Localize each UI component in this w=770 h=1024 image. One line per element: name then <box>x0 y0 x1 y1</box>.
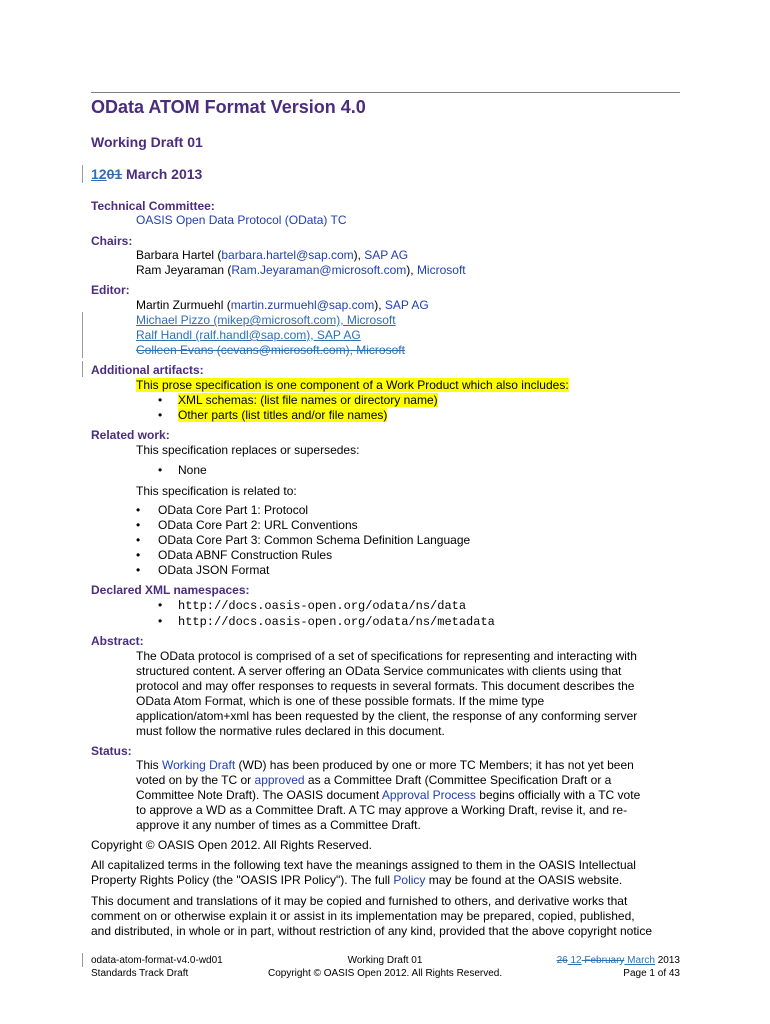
working-draft-link[interactable]: Working Draft <box>162 758 236 772</box>
footer-left <box>91 954 223 980</box>
bullet-icon: • <box>158 463 163 477</box>
list-item <box>136 563 269 578</box>
namespace-1: http://docs.oasis-open.org/odata/ns/data <box>178 599 467 613</box>
namespaces-heading: Declared XML namespaces: <box>91 583 250 597</box>
footer-center <box>268 954 502 980</box>
ipr-text: may be found at the OASIS website. <box>425 873 623 887</box>
footer-date-ins-1: 12 <box>567 955 582 966</box>
footer-copyright: Copyright © OASIS Open 2012. All Rights Reserved. <box>268 968 503 979</box>
replaces-item-1: None <box>178 463 207 477</box>
license-line-3: and distributed, in whole or in part, without restriction of any kind, provided that the above copyright notice <box>91 924 652 938</box>
status-line-1 <box>136 758 634 773</box>
document-subtitle: Working Draft 01 <box>91 134 203 150</box>
chairs-heading: Chairs: <box>91 234 133 248</box>
status-heading: Status: <box>91 744 132 758</box>
status-text: as a Committee Draft (Committee Specification Draft or a <box>304 773 612 787</box>
editor-1-org[interactable]: SAP AG <box>384 298 429 312</box>
list-item <box>158 408 387 423</box>
list-item <box>136 503 308 518</box>
approval-process-link[interactable]: Approval Process <box>381 788 476 802</box>
copyright-notice: Copyright © OASIS Open 2012. All Rights Reserved. <box>91 838 372 852</box>
chair-2-name: Ram Jeyaraman ( <box>136 263 232 277</box>
chair-1-sep: ), <box>353 248 365 262</box>
date-rest: March 2013 <box>122 166 203 182</box>
abstract-line-2: structured content. A server offering an OData Service communicates with clients using that <box>136 664 622 678</box>
footer-date-ins-2: March <box>624 955 655 966</box>
ipr-line-2 <box>91 873 681 888</box>
abstract-line-5: application/atom+xml has been requested by the client, the response of any conforming server <box>136 709 638 723</box>
artifacts-intro <box>136 378 569 393</box>
chair-2-sep: ), <box>406 263 417 277</box>
footer-filename: odata-atom-format-v4.0-wd01 <box>91 955 223 966</box>
change-bar <box>82 953 83 967</box>
date-deleted: 01 <box>106 166 123 182</box>
footer-right <box>557 954 680 980</box>
chair-1-name: Barbara Hartel ( <box>136 248 222 262</box>
license-line-1: This document and translations of it may be copied and furnished to others, and derivative works that <box>91 894 628 908</box>
bullet-icon: • <box>136 533 141 547</box>
related-replaces: This specification replaces or supersedes: <box>136 443 360 457</box>
bullet-icon: • <box>158 614 163 628</box>
list-item <box>158 463 207 478</box>
bullet-icon: • <box>136 548 141 562</box>
abstract-line-3: protocol and may offer responses to requests in several formats. This document describes the <box>136 679 635 693</box>
editor-inserted-1[interactable]: Michael Pizzo (mikep@microsoft.com), Microsoft <box>136 313 396 327</box>
related-item-2: OData Core Part 2: URL Conventions <box>158 518 358 532</box>
abstract-line-1: The OData protocol is comprised of a set of specifications for representing and interacting with <box>136 649 637 663</box>
change-bar <box>82 361 83 377</box>
related-to: This specification is related to: <box>136 484 297 498</box>
status-text: begins officially with a TC vote <box>475 788 641 802</box>
editor-1-name: Martin Zurmuehl ( <box>136 298 231 312</box>
document-date <box>91 166 202 182</box>
tc-link[interactable]: OASIS Open Data Protocol (OData) TC <box>136 213 347 227</box>
bullet-icon: • <box>158 408 163 422</box>
abstract-heading: Abstract: <box>91 634 144 648</box>
footer-date-del-1: 26 <box>556 955 568 966</box>
editor-inserted-2[interactable]: Ralf Handl (ralf.handl@sap.com), SAP AG <box>136 328 361 342</box>
change-bar <box>82 312 83 358</box>
footer-track: Standards Track Draft <box>91 968 189 979</box>
status-text: Committee Note Draft). The OASIS document <box>136 788 382 802</box>
editor-heading: Editor: <box>91 283 130 297</box>
footer-draft: Working Draft 01 <box>347 955 423 966</box>
status-text: voted on by the TC or <box>136 773 255 787</box>
chair-2 <box>136 263 466 278</box>
abstract-line-6: must follow the normative rules declared in this document. <box>136 724 445 738</box>
chair-2-email[interactable]: Ram.Jeyaraman@microsoft.com <box>231 263 407 277</box>
editor-1-sep: ), <box>374 298 385 312</box>
bullet-icon: • <box>136 503 141 517</box>
related-item-5: OData JSON Format <box>158 563 270 577</box>
status-line-3 <box>136 788 640 803</box>
list-item <box>136 533 470 548</box>
bullet-icon: • <box>136 563 141 577</box>
status-text: (WD) has been produced by one or more TC Members; it has not yet been <box>235 758 634 772</box>
artifacts-intro-text: This prose specification is one component of a Work Product which also includes: <box>136 378 569 392</box>
chair-1 <box>136 248 408 263</box>
top-rule <box>91 92 680 93</box>
bullet-icon: • <box>158 393 163 407</box>
related-item-4: OData ABNF Construction Rules <box>158 548 333 562</box>
list-item <box>158 614 495 630</box>
related-item-1: OData Core Part 1: Protocol <box>158 503 309 517</box>
footer-year: 2013 <box>654 955 680 966</box>
tc-heading: Technical Committee: <box>91 199 215 213</box>
license-line-2: comment on or otherwise explain it or assist in its implementation may be prepared, copied, published, <box>91 909 635 923</box>
related-item-3: OData Core Part 3: Common Schema Definition Language <box>158 533 471 547</box>
chair-2-org[interactable]: Microsoft <box>416 263 466 277</box>
footer-date-del-2: February <box>581 955 625 966</box>
ipr-line-1: All capitalized terms in the following text have the meanings assigned to them in the OASIS Intellectual <box>91 858 636 872</box>
ipr-text: Property Rights Policy (the "OASIS IPR Policy"). The full <box>91 873 394 887</box>
editor-1-email[interactable]: martin.zurmuehl@sap.com <box>230 298 375 312</box>
artifact-1: XML schemas: (list file names or directory name) <box>178 393 438 407</box>
editor-1 <box>136 298 429 313</box>
chair-1-org[interactable]: SAP AG <box>364 248 409 262</box>
policy-link[interactable]: Policy <box>393 873 426 887</box>
approved-link[interactable]: approved <box>254 773 305 787</box>
status-text: This <box>136 758 163 772</box>
date-inserted: 12 <box>91 166 107 182</box>
bullet-icon: • <box>158 598 163 612</box>
change-bar <box>82 165 83 183</box>
abstract-line-4: OData Atom Format, which is one of these possible formats. If the mime type <box>136 694 545 708</box>
list-item <box>158 598 466 614</box>
editor-deleted-1[interactable]: Colleen Evans (cevans@microsoft.com), Microsoft <box>136 343 405 357</box>
list-item <box>158 393 438 408</box>
status-line-4: to approve a WD as a Committee Draft. A TC may approve a Working Draft, revise it, and re- <box>136 803 628 817</box>
namespace-2: http://docs.oasis-open.org/odata/ns/metadata <box>178 615 495 629</box>
footer-page-number: Page 1 of 43 <box>623 968 680 979</box>
list-item <box>136 548 332 563</box>
list-item <box>136 518 358 533</box>
bullet-icon: • <box>136 518 141 532</box>
status-line-5: approve it any number of times as a Committee Draft. <box>136 818 421 832</box>
footer-date <box>557 954 680 967</box>
chair-1-email[interactable]: barbara.hartel@sap.com <box>221 248 354 262</box>
related-heading: Related work: <box>91 428 170 442</box>
document-title: OData ATOM Format Version 4.0 <box>91 97 366 117</box>
artifact-2: Other parts (list titles and/or file names) <box>178 408 388 422</box>
artifacts-heading: Additional artifacts: <box>91 363 204 377</box>
status-line-2 <box>136 773 611 788</box>
